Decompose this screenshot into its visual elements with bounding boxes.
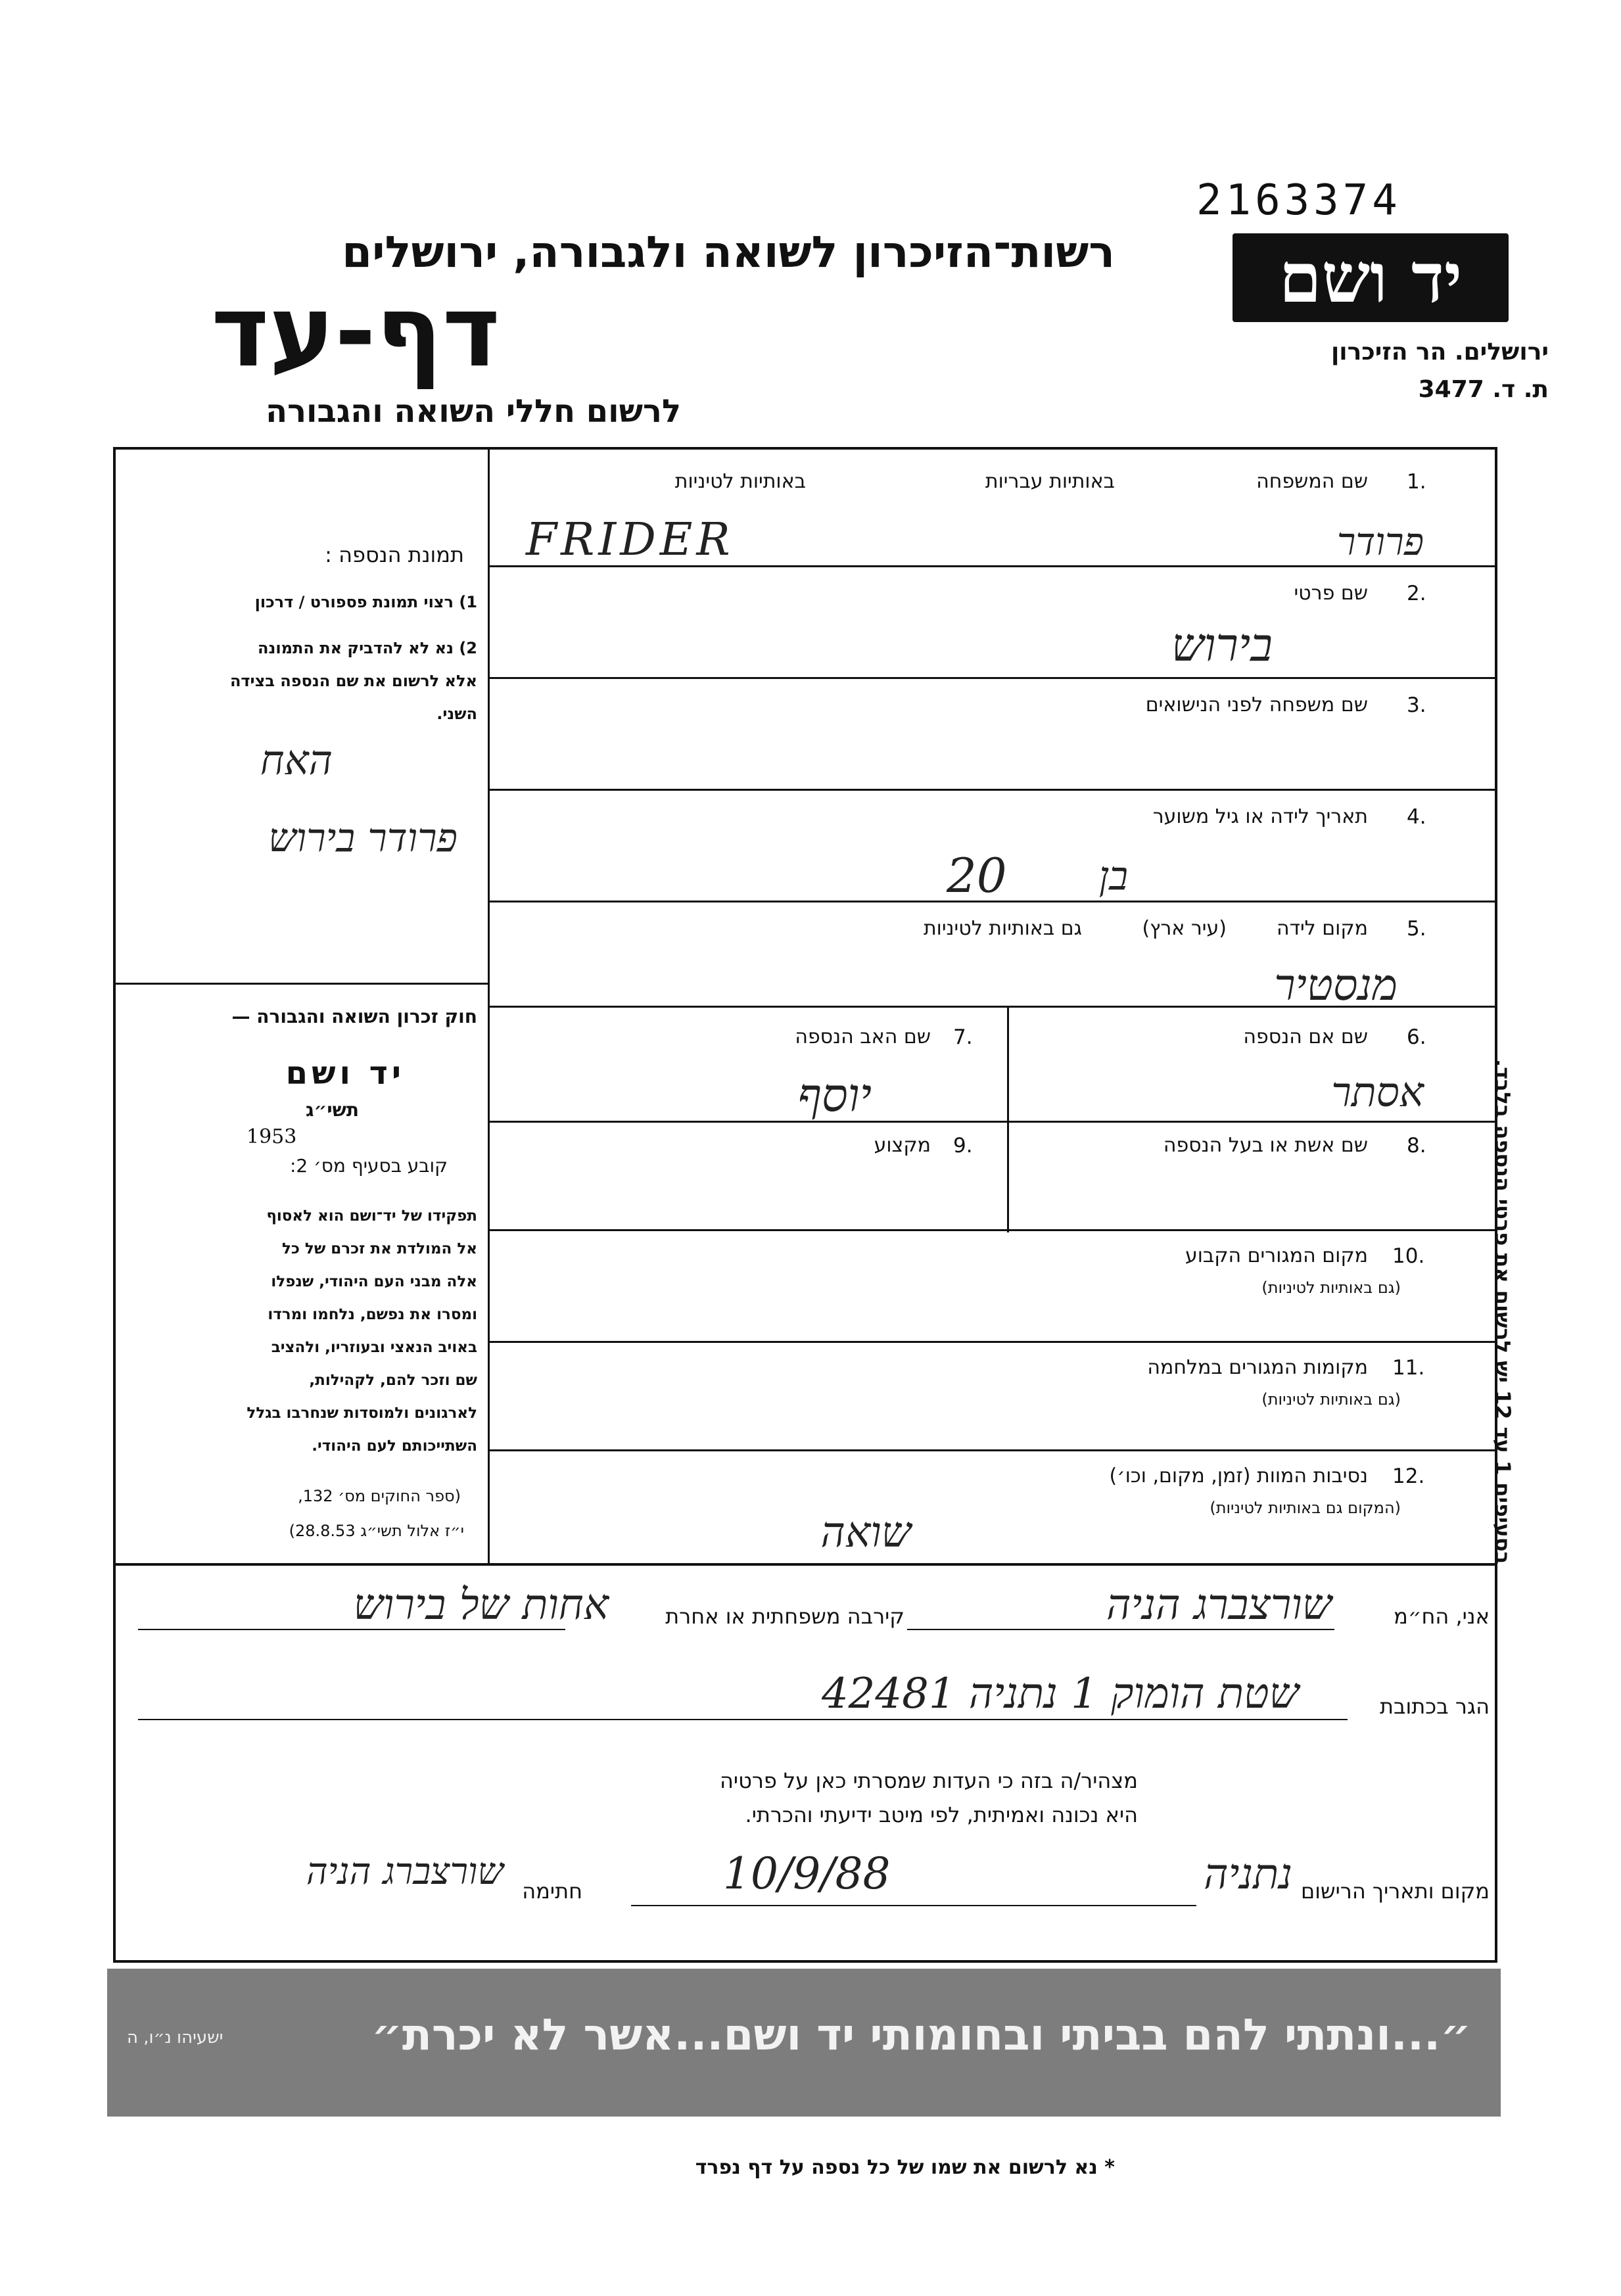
field-5-latin: גם באותיות לטיניות [923,917,1082,940]
law-text-line: השתייכותם לעם היהודי. [312,1438,477,1455]
row-divider-3 [488,789,1497,791]
row-divider-7 [488,1229,1497,1231]
row-divider-6 [488,1121,1497,1123]
law-year-hebrew: תשי״ג [306,1099,359,1121]
law-year: 1953 [247,1125,297,1148]
field-10-number: 10. [1392,1244,1425,1268]
field-12-number: 12. [1392,1464,1425,1488]
field-5-label: מקום לידה [1276,917,1368,940]
law-source-2: י״ז אלול תשי״ג 28.8.53) [289,1522,464,1540]
field-2-label: שם פרטי [1294,582,1368,605]
field-11-label: מקומות המגורים במלחמה [1147,1356,1368,1379]
declaration-relation-value: אחות של בירוש [353,1581,609,1629]
declaration-relation-label: קירבה משפחתית או אחרת [665,1604,904,1629]
field-5-sub: (עיר ארץ) [1142,917,1227,940]
law-name: יד ושם [285,1055,405,1092]
field-6-value: אסתר [1331,1068,1424,1116]
logo-text: יד ושם [1279,237,1463,318]
photo-box-item-2-line-2: אלא לרשום את שם הנספה בצידה [229,672,477,690]
banner-quote: ״...ונתתי להם בביתי ובחומותי יד ושם...אשר לא יכרת״ [371,2009,1471,2060]
declaration-i-label: אני, הח״מ [1394,1604,1490,1629]
field-1-value-latin: FRIDER [526,514,734,566]
field-6-label: שם אם הנספה [1243,1025,1368,1048]
law-text-line: תפקידו של יד־ושם הוא לאסוף [266,1207,477,1225]
field-9-number: 9. [953,1134,973,1158]
photo-box-handwritten-1: האח [260,736,333,784]
declaration-place-date-label: מקום ותאריך הרישום [1300,1879,1490,1904]
declaration-signature-value: שורצברג הניה [306,1850,504,1893]
field-11-number: 11. [1392,1356,1425,1380]
law-text-line: אלה מבני העם היהודי, שנפלו [271,1273,477,1290]
declaration-top-divider [113,1563,1497,1566]
photo-box-item-2-line-1: 2) נא לא להדביק את התמונה [258,639,477,657]
field-9-label: מקצוע [874,1134,931,1157]
field-2-value: בירוש [1171,618,1273,672]
field-7-value: יוסף [797,1068,872,1122]
declaration-place-value: נתניה [1204,1850,1292,1899]
field-12-label: נסיבות המוות (זמן, מקום, וכו׳) [1109,1464,1368,1488]
declaration-i-value: שורצברג הניה [1106,1581,1332,1629]
declaration-place-date-line [631,1905,1196,1906]
field-2-number: 2. [1407,582,1426,605]
authority-title: רשות־הזיכרון לשואה ולגבורה, ירושלים [342,227,1115,277]
row-divider-8 [488,1341,1497,1343]
field-5-value: מנסטיר [1274,960,1398,1010]
photo-box-item-1: 1) רצוי תמונת פספורט / דרכון [254,593,477,611]
field-1-label: שם המשפחה [1256,470,1368,493]
field-7-label: שם האב הנספה [795,1025,931,1048]
field-6-number: 6. [1407,1025,1426,1049]
declaration-signature-label: חתימה [522,1879,582,1904]
field-1-value-hebrew: פרודר [1336,519,1424,564]
field-8-number: 8. [1407,1134,1426,1158]
field-12-sub: (המקום גם באותיות לטיניות) [1210,1499,1401,1517]
photo-box-item-2-line-3: השני. [436,705,477,723]
law-text-line: אל המולדת את זכרם של כל [281,1240,477,1257]
field-4-age: 20 [947,848,1007,903]
form-subtitle: לרשום חללי השואה והגבורה [266,393,681,430]
declaration-address-line [138,1719,1348,1720]
record-number: 2163374 [1196,176,1401,225]
field-4-label: תאריך לידה או גיל משוער [1152,805,1368,828]
field-4-word: בן [1098,853,1128,899]
yad-vashem-logo [1233,233,1509,322]
field-3-number: 3. [1407,693,1426,717]
law-source-1: (ספר החוקים מס׳ 132, [298,1487,461,1505]
declaration-date-value: 10/9/88 [723,1848,891,1899]
declaration-statement-1: מצהיר/ה בזה כי העדות שמסרתי כאן על פרטיה [720,1768,1138,1793]
field-1-hebrew-letters: באותיות עבריות [985,470,1115,493]
law-text-line: באויב הנאצי ובעוזריו, ולהציב [271,1339,477,1356]
field-8-label: שם אשת או בעל הנספה [1163,1134,1368,1157]
field-5-number: 5. [1407,917,1426,941]
row-divider-9 [488,1449,1497,1451]
logo-address: ירושלים. הר הזיכרון [1330,339,1549,365]
logo-pobox: ת. ד. 3477 [1418,376,1549,403]
photo-box-handwritten-2: פרודר בירוש [268,815,458,861]
field-1-number: 1. [1407,470,1426,494]
law-text-line: ומסרו את נפשם, נלחמו ומרדו [268,1306,477,1323]
law-text [149,1200,477,1463]
law-clause: קובע בסעיף מס׳ 2: [289,1155,448,1177]
field-3-label: שם משפחה לפני הנישואים [1145,693,1368,716]
law-heading: חוק זכרון השואה והגבורה — [231,1006,477,1027]
declaration-statement-2: היא נכונה ואמיתית, לפי מיטב ידיעתי והכרתי. [745,1802,1138,1827]
footer-note: * נא לרשום את שמו של כל נספה על דף נפרד [695,2156,1115,2179]
row-divider-2 [488,677,1497,679]
field-10-label: מקום המגורים הקבוע [1185,1244,1368,1267]
field-4-number: 4. [1407,805,1426,829]
photo-law-divider [113,983,489,985]
law-text-line: שם וזכר להם, לקהילות, [309,1372,477,1389]
photo-box-title: תמונת הנספה : [325,542,464,567]
declaration-address-label: הגר בכתובת [1379,1694,1490,1719]
quote-banner [107,1969,1501,2117]
field-10-sub: (גם באותיות לטיניות) [1261,1278,1401,1297]
field-11-sub: (גם באותיות לטיניות) [1261,1390,1401,1409]
law-text-line: לארגונים ולמוסדות שנחרבו בגלל [247,1405,477,1422]
declaration-address-value: שטת הומוק 1 נתניה 42481 [821,1670,1299,1718]
column-divider-6-7 [1007,1006,1009,1232]
field-7-number: 7. [953,1025,973,1049]
field-12-value: שואה [820,1509,911,1557]
field-1-latin-letters: באותיות לטיניות [674,470,806,493]
side-note: בסעיפים 1 עד 12 יש לרשום את פרטי הנספה בלבד. [1490,1058,1515,1564]
banner-source: ישעיהו נ״ו, ה [127,2028,223,2048]
form-title: דף-עד [211,275,500,389]
